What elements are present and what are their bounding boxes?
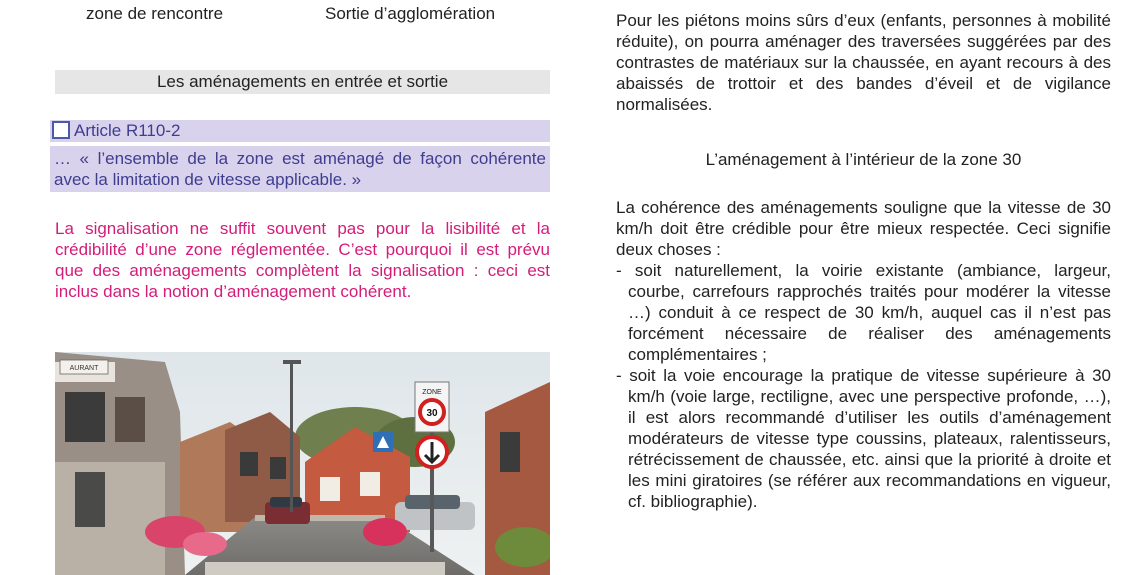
section-band-title: Les aménagements en entrée et sortie bbox=[55, 70, 550, 94]
right-column-intro bbox=[616, 10, 1111, 115]
right-column-section-title bbox=[616, 149, 1111, 170]
shop-sign-text: AURANT bbox=[69, 365, 99, 372]
caption-zone-de-rencontre: zone de rencontre bbox=[86, 4, 224, 23]
section-title: L’aménagement à l’intérieur de la zone 30 bbox=[705, 150, 1022, 169]
list-item: - soit naturellement, la voirie existante (ambiance, largeur, courbe, carrefours rapprochés traités pour modérer la vitesse …) conduit à ce respect de 30 km/h, auquel cas il n’est pas forcément nécessaire de réaliser des aménagements complémentaires ; bbox=[616, 261, 1111, 364]
intro-paragraph: Pour les piétons moins sûrs d’eux (enfants, personnes à mobilité réduite), on pourra aménager des traversées suggérées par des contrastes de matériaux sur la chaussée, en ayant recours à des abaissés de trottoir et des bandes d’éveil et de vigilance normalisées. bbox=[616, 11, 1111, 114]
article-header bbox=[50, 120, 550, 142]
list-item: - soit la voie encourage la pratique de vitesse supérieure à 30 km/h (voie large, rectiligne, avec une perspective profonde, …), il est alors recommandé d’utiliser les outils d’aménagement modérateurs de vitesse type coussins, plateaux, ralentisseurs, rétrécissement de chaussée, etc. ainsi que la priorité à droite et les mini giratoires (se référer aux recommandations en vigueur, cf. bibliographie). bbox=[616, 366, 1111, 511]
highlight-paragraph: La signalisation ne suffit souvent pas pour la lisibilité et la crédibilité d’une zone réglementée. C’est pourquoi il est prévu que des aménagements complètent la signalisation : ceci est inclus dans la notion d’aménagement cohérent. bbox=[55, 219, 550, 301]
caption-sortie-agglomeration: Sortie d’agglomération bbox=[325, 4, 496, 23]
speed-limit-text: 30 bbox=[426, 408, 438, 419]
checkbox-icon bbox=[52, 121, 70, 139]
right-column-body bbox=[616, 197, 1111, 512]
street-photo bbox=[55, 352, 550, 575]
article-label: Article R110-2 bbox=[74, 121, 181, 140]
article-quote-box bbox=[50, 146, 550, 192]
street-photo-illustration bbox=[55, 352, 550, 575]
article-quote: … « l’ensemble de la zone est aménagé de façon cohérente avec la limitation de vitesse applicable. » bbox=[54, 149, 546, 189]
body-paragraph: La cohérence des aménagements souligne que la vitesse de 30 km/h doit être crédible pour être mieux respectée. Ceci signifie deux choses : bbox=[616, 198, 1111, 259]
zone-sign-text: ZONE bbox=[422, 389, 442, 396]
